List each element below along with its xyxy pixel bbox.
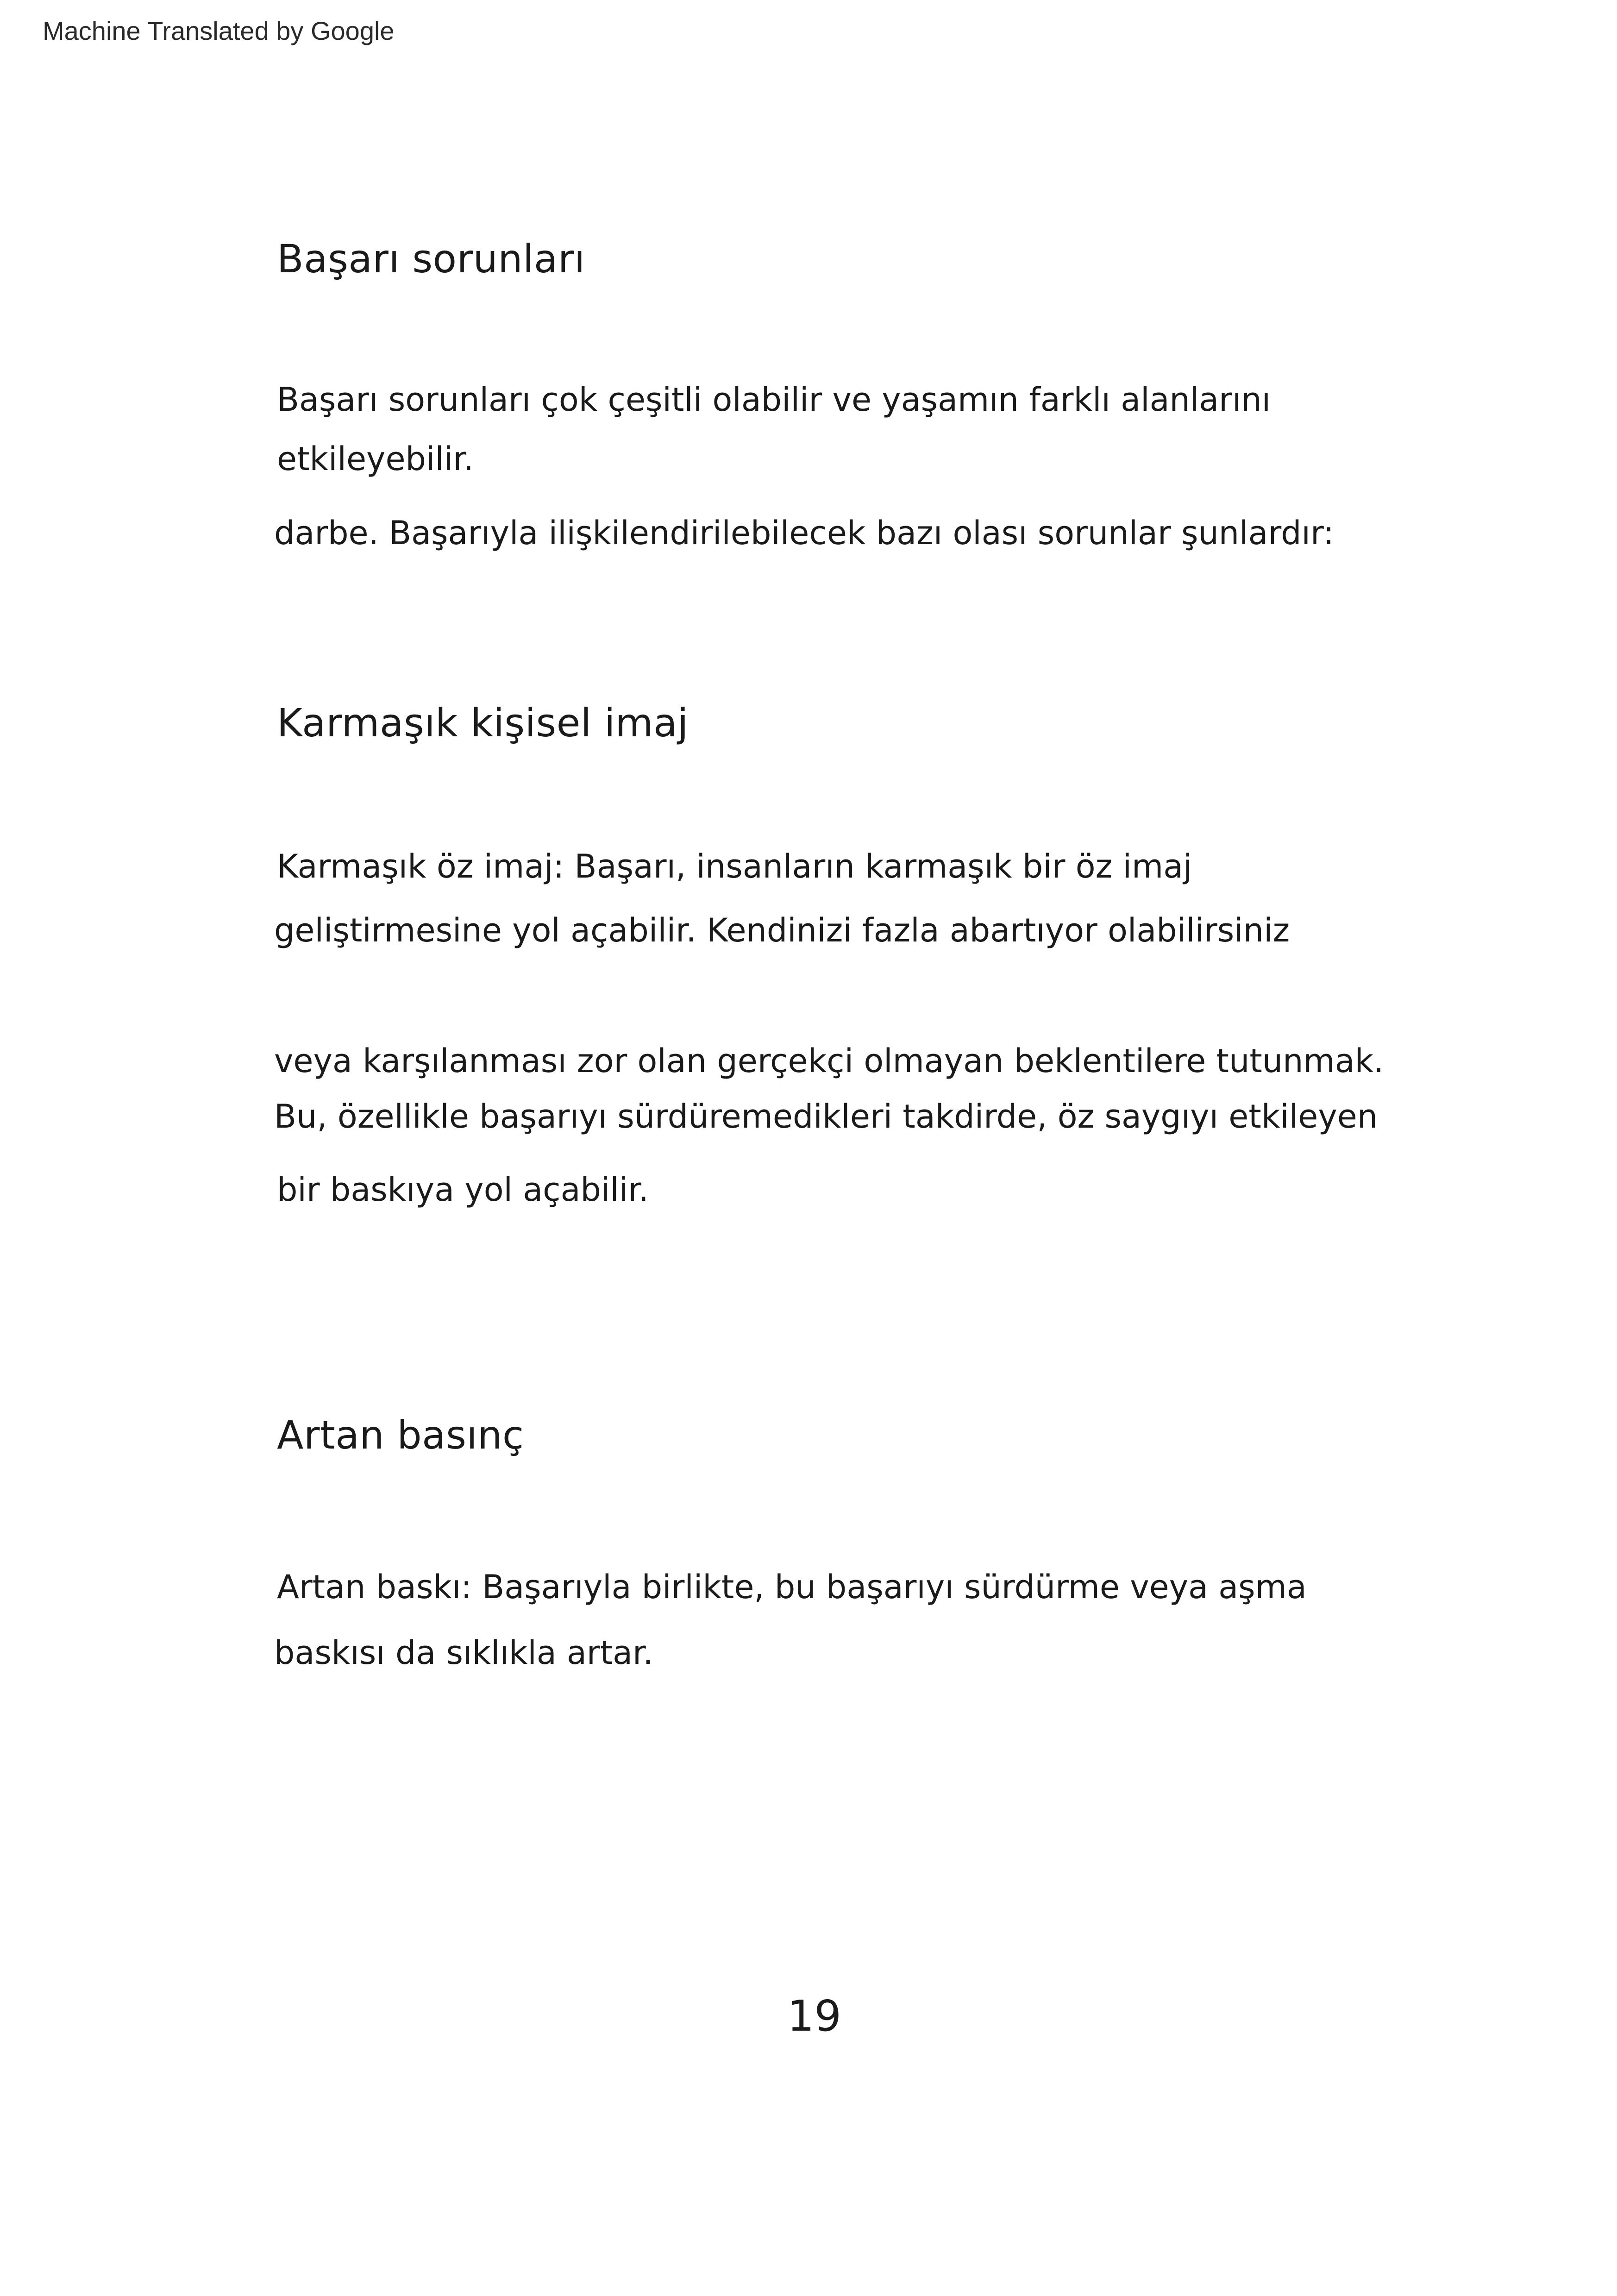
paragraph-line: Karmaşık öz imaj: Başarı, insanların karmaşık bir öz imaj bbox=[277, 847, 1192, 885]
section-heading: Karmaşık kişisel imaj bbox=[277, 700, 689, 746]
paragraph-line: Artan baskı: Başarıyla birlikte, bu başarıyı sürdürme veya aşma bbox=[277, 1568, 1307, 1606]
paragraph-line: Bu, özellikle başarıyı sürdüremedikleri takdirde, öz saygıyı etkileyen bbox=[274, 1098, 1378, 1135]
page-number: 19 bbox=[787, 1991, 842, 2041]
paragraph-line: geliştirmesine yol açabilir. Kendinizi fazla abartıyor olabilirsiniz bbox=[274, 911, 1290, 949]
section-heading: Başarı sorunları bbox=[277, 236, 585, 282]
paragraph-line: Başarı sorunları çok çeşitli olabilir ve yaşamın farklı alanlarını bbox=[277, 381, 1271, 419]
section-heading: Artan basınç bbox=[277, 1412, 524, 1458]
paragraph-line: etkileyebilir. bbox=[277, 440, 474, 478]
paragraph-line: veya karşılanması zor olan gerçekçi olmayan beklentilere tutunmak. bbox=[274, 1042, 1384, 1080]
paragraph-line: baskısı da sıklıkla artar. bbox=[274, 1634, 653, 1672]
paragraph-line: bir baskıya yol açabilir. bbox=[277, 1171, 649, 1209]
paragraph-line: darbe. Başarıyla ilişkilendirilebilecek bazı olası sorunlar şunlardır: bbox=[274, 514, 1335, 552]
machine-translation-label: Machine Translated by Google bbox=[43, 16, 395, 45]
